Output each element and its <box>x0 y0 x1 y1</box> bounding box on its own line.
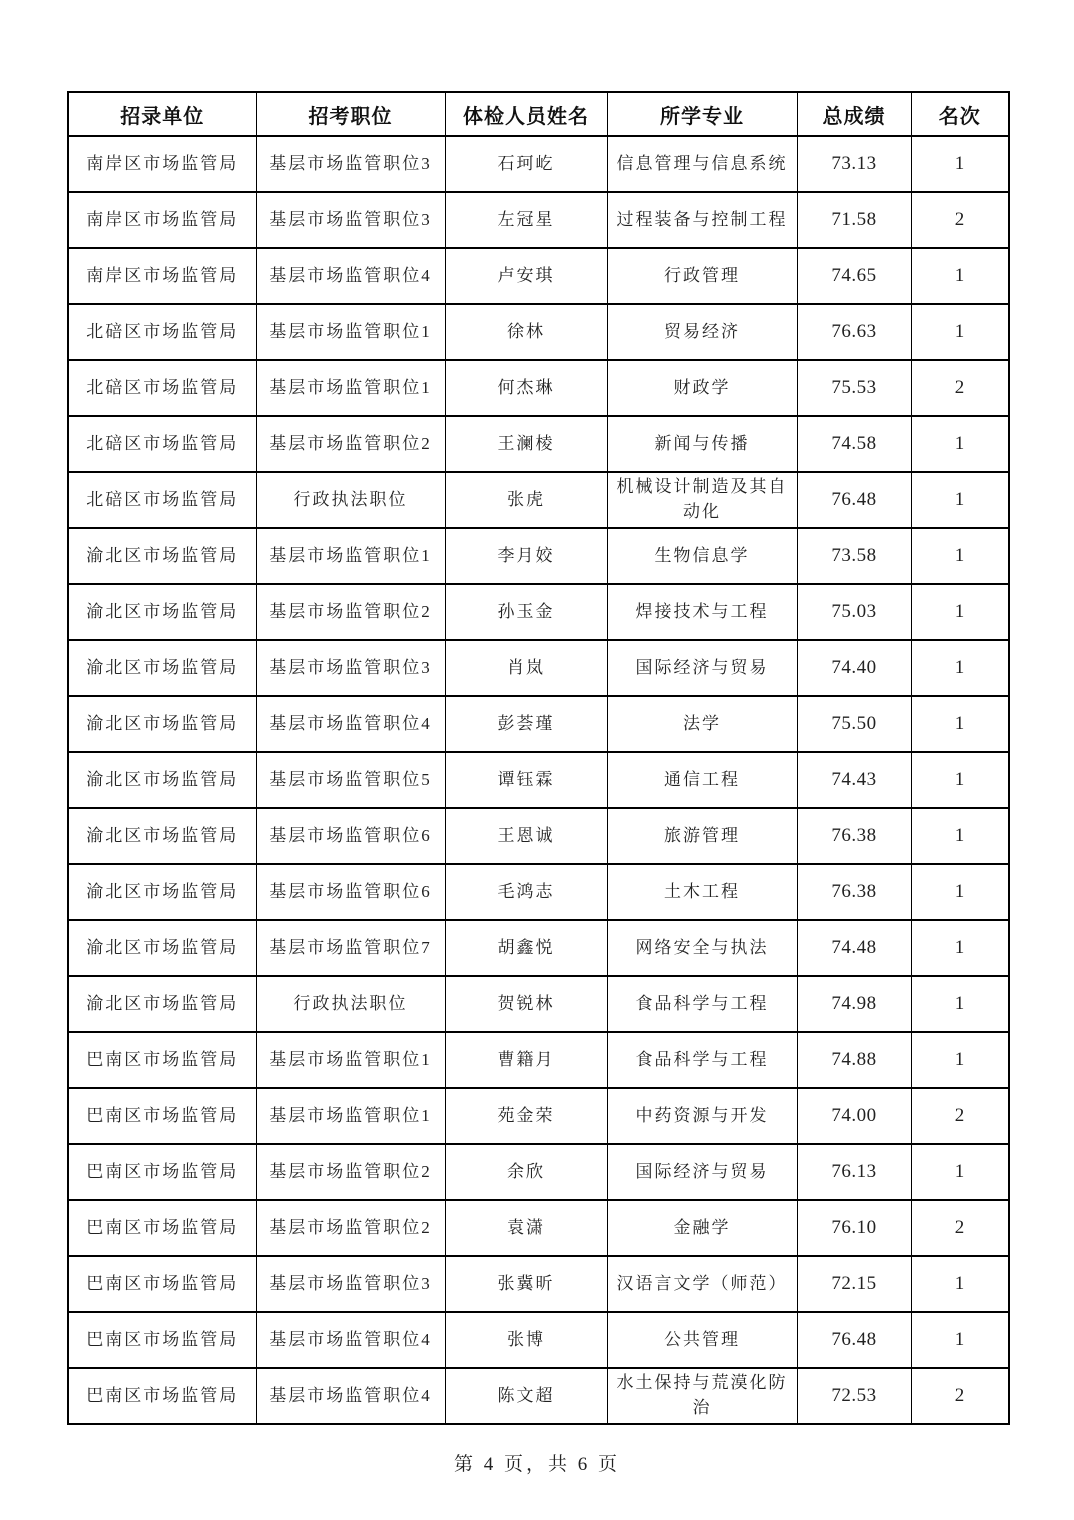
cell-major: 土木工程 <box>607 864 797 920</box>
cell-unit: 渝北区市场监管局 <box>68 584 256 640</box>
cell-name: 石珂屹 <box>445 136 607 192</box>
cell-position: 基层市场监管职位2 <box>256 1200 445 1256</box>
cell-name: 张虎 <box>445 472 607 528</box>
cell-position: 基层市场监管职位3 <box>256 640 445 696</box>
cell-major: 信息管理与信息系统 <box>607 136 797 192</box>
cell-major: 中药资源与开发 <box>607 1088 797 1144</box>
cell-score: 73.58 <box>797 528 911 584</box>
cell-position: 基层市场监管职位2 <box>256 1144 445 1200</box>
cell-major: 网络安全与执法 <box>607 920 797 976</box>
cell-score: 74.65 <box>797 248 911 304</box>
cell-position: 基层市场监管职位1 <box>256 1032 445 1088</box>
table-row <box>68 752 1009 808</box>
cell-score: 76.48 <box>797 1312 911 1368</box>
cell-rank: 1 <box>911 864 1009 920</box>
cell-position: 基层市场监管职位2 <box>256 584 445 640</box>
cell-unit: 渝北区市场监管局 <box>68 864 256 920</box>
cell-unit: 巴南区市场监管局 <box>68 1368 256 1424</box>
table-row <box>68 248 1009 304</box>
table-row <box>68 1368 1009 1424</box>
cell-name: 毛鸿志 <box>445 864 607 920</box>
cell-rank: 1 <box>911 136 1009 192</box>
cell-name: 张博 <box>445 1312 607 1368</box>
column-header-score: 总成绩 <box>797 92 911 136</box>
table-row <box>68 1032 1009 1088</box>
cell-rank: 1 <box>911 976 1009 1032</box>
cell-name: 胡鑫悦 <box>445 920 607 976</box>
cell-position: 基层市场监管职位4 <box>256 696 445 752</box>
medical-exam-results-table <box>67 91 1010 1425</box>
cell-name: 王澜棱 <box>445 416 607 472</box>
cell-unit: 南岸区市场监管局 <box>68 192 256 248</box>
cell-rank: 1 <box>911 1032 1009 1088</box>
cell-score: 76.48 <box>797 472 911 528</box>
cell-position: 基层市场监管职位1 <box>256 360 445 416</box>
cell-major: 金融学 <box>607 1200 797 1256</box>
cell-score: 74.40 <box>797 640 911 696</box>
table-row <box>68 136 1009 192</box>
cell-score: 74.00 <box>797 1088 911 1144</box>
cell-rank: 2 <box>911 360 1009 416</box>
cell-unit: 巴南区市场监管局 <box>68 1312 256 1368</box>
cell-position: 基层市场监管职位3 <box>256 192 445 248</box>
cell-major: 贸易经济 <box>607 304 797 360</box>
cell-major: 水土保持与荒漠化防治 <box>607 1368 797 1424</box>
cell-unit: 渝北区市场监管局 <box>68 696 256 752</box>
column-header-position: 招考职位 <box>256 92 445 136</box>
column-header-rank: 名次 <box>911 92 1009 136</box>
cell-position: 基层市场监管职位6 <box>256 808 445 864</box>
cell-rank: 1 <box>911 472 1009 528</box>
table-row <box>68 1088 1009 1144</box>
cell-name: 张冀昕 <box>445 1256 607 1312</box>
cell-name: 李月姣 <box>445 528 607 584</box>
cell-name: 曹籍月 <box>445 1032 607 1088</box>
cell-position: 基层市场监管职位5 <box>256 752 445 808</box>
cell-name: 袁潇 <box>445 1200 607 1256</box>
cell-position: 基层市场监管职位3 <box>256 136 445 192</box>
cell-major: 焊接技术与工程 <box>607 584 797 640</box>
cell-position: 基层市场监管职位3 <box>256 1256 445 1312</box>
table-row <box>68 1200 1009 1256</box>
cell-rank: 1 <box>911 752 1009 808</box>
cell-unit: 渝北区市场监管局 <box>68 640 256 696</box>
cell-position: 基层市场监管职位2 <box>256 416 445 472</box>
cell-rank: 1 <box>911 1144 1009 1200</box>
cell-unit: 巴南区市场监管局 <box>68 1088 256 1144</box>
cell-name: 陈文超 <box>445 1368 607 1424</box>
cell-position: 基层市场监管职位1 <box>256 528 445 584</box>
cell-position: 基层市场监管职位1 <box>256 304 445 360</box>
cell-rank: 1 <box>911 584 1009 640</box>
cell-position: 基层市场监管职位4 <box>256 1368 445 1424</box>
cell-major: 财政学 <box>607 360 797 416</box>
cell-score: 75.03 <box>797 584 911 640</box>
cell-unit: 北碚区市场监管局 <box>68 472 256 528</box>
cell-score: 76.63 <box>797 304 911 360</box>
cell-name: 肖岚 <box>445 640 607 696</box>
cell-major: 机械设计制造及其自动化 <box>607 472 797 528</box>
cell-rank: 1 <box>911 304 1009 360</box>
table-row <box>68 808 1009 864</box>
cell-score: 72.15 <box>797 1256 911 1312</box>
cell-name: 苑金荣 <box>445 1088 607 1144</box>
column-header-unit: 招录单位 <box>68 92 256 136</box>
cell-rank: 2 <box>911 192 1009 248</box>
cell-unit: 南岸区市场监管局 <box>68 248 256 304</box>
table-row <box>68 1144 1009 1200</box>
cell-name: 谭钰霖 <box>445 752 607 808</box>
cell-rank: 1 <box>911 528 1009 584</box>
cell-rank: 1 <box>911 808 1009 864</box>
cell-unit: 巴南区市场监管局 <box>68 1032 256 1088</box>
cell-major: 法学 <box>607 696 797 752</box>
cell-name: 左冠星 <box>445 192 607 248</box>
cell-rank: 1 <box>911 696 1009 752</box>
cell-unit: 渝北区市场监管局 <box>68 808 256 864</box>
page-number-footer: 第 4 页，共 6 页 <box>453 1454 620 1475</box>
table-body <box>68 136 1009 1424</box>
cell-unit: 巴南区市场监管局 <box>68 1256 256 1312</box>
cell-name: 贺锐林 <box>445 976 607 1032</box>
cell-unit: 南岸区市场监管局 <box>68 136 256 192</box>
cell-rank: 2 <box>911 1368 1009 1424</box>
cell-rank: 1 <box>911 1312 1009 1368</box>
cell-score: 72.53 <box>797 1368 911 1424</box>
cell-major: 过程装备与控制工程 <box>607 192 797 248</box>
table-row <box>68 304 1009 360</box>
cell-major: 生物信息学 <box>607 528 797 584</box>
cell-rank: 1 <box>911 640 1009 696</box>
cell-rank: 1 <box>911 1256 1009 1312</box>
cell-score: 71.58 <box>797 192 911 248</box>
table-row <box>68 584 1009 640</box>
table-row <box>68 528 1009 584</box>
cell-major: 行政管理 <box>607 248 797 304</box>
cell-name: 何杰琳 <box>445 360 607 416</box>
table-row <box>68 696 1009 752</box>
cell-major: 国际经济与贸易 <box>607 1144 797 1200</box>
cell-position: 基层市场监管职位4 <box>256 1312 445 1368</box>
table-header-row <box>68 92 1009 136</box>
cell-score: 75.53 <box>797 360 911 416</box>
cell-name: 余欣 <box>445 1144 607 1200</box>
table-row <box>68 472 1009 528</box>
cell-score: 74.43 <box>797 752 911 808</box>
cell-unit: 渝北区市场监管局 <box>68 976 256 1032</box>
table-row <box>68 192 1009 248</box>
cell-score: 74.48 <box>797 920 911 976</box>
cell-score: 76.38 <box>797 864 911 920</box>
table-row <box>68 1312 1009 1368</box>
cell-position: 行政执法职位 <box>256 976 445 1032</box>
cell-unit: 巴南区市场监管局 <box>68 1144 256 1200</box>
cell-rank: 2 <box>911 1200 1009 1256</box>
cell-major: 汉语言文学（师范） <box>607 1256 797 1312</box>
cell-position: 基层市场监管职位7 <box>256 920 445 976</box>
table-row <box>68 864 1009 920</box>
cell-position: 基层市场监管职位4 <box>256 248 445 304</box>
cell-rank: 1 <box>911 920 1009 976</box>
cell-unit: 渝北区市场监管局 <box>68 528 256 584</box>
cell-major: 旅游管理 <box>607 808 797 864</box>
cell-position: 基层市场监管职位1 <box>256 1088 445 1144</box>
cell-rank: 2 <box>911 1088 1009 1144</box>
cell-unit: 北碚区市场监管局 <box>68 304 256 360</box>
table-row <box>68 640 1009 696</box>
cell-score: 75.50 <box>797 696 911 752</box>
table-row <box>68 920 1009 976</box>
cell-name: 孙玉金 <box>445 584 607 640</box>
cell-major: 通信工程 <box>607 752 797 808</box>
cell-score: 76.10 <box>797 1200 911 1256</box>
cell-name: 王恩诚 <box>445 808 607 864</box>
cell-major: 食品科学与工程 <box>607 1032 797 1088</box>
cell-score: 74.98 <box>797 976 911 1032</box>
table-row <box>68 976 1009 1032</box>
cell-score: 74.58 <box>797 416 911 472</box>
cell-name: 彭荟瑾 <box>445 696 607 752</box>
cell-score: 73.13 <box>797 136 911 192</box>
column-header-major: 所学专业 <box>607 92 797 136</box>
cell-position: 基层市场监管职位6 <box>256 864 445 920</box>
cell-position: 行政执法职位 <box>256 472 445 528</box>
cell-name: 卢安琪 <box>445 248 607 304</box>
cell-major: 国际经济与贸易 <box>607 640 797 696</box>
cell-unit: 渝北区市场监管局 <box>68 752 256 808</box>
cell-unit: 巴南区市场监管局 <box>68 1200 256 1256</box>
cell-rank: 1 <box>911 416 1009 472</box>
cell-name: 徐林 <box>445 304 607 360</box>
cell-major: 公共管理 <box>607 1312 797 1368</box>
column-header-name: 体检人员姓名 <box>445 92 607 136</box>
cell-score: 74.88 <box>797 1032 911 1088</box>
cell-unit: 渝北区市场监管局 <box>68 920 256 976</box>
table-row <box>68 1256 1009 1312</box>
cell-score: 76.13 <box>797 1144 911 1200</box>
cell-rank: 1 <box>911 248 1009 304</box>
table-row <box>68 360 1009 416</box>
cell-major: 食品科学与工程 <box>607 976 797 1032</box>
cell-unit: 北碚区市场监管局 <box>68 416 256 472</box>
table-row <box>68 416 1009 472</box>
cell-unit: 北碚区市场监管局 <box>68 360 256 416</box>
cell-score: 76.38 <box>797 808 911 864</box>
cell-major: 新闻与传播 <box>607 416 797 472</box>
